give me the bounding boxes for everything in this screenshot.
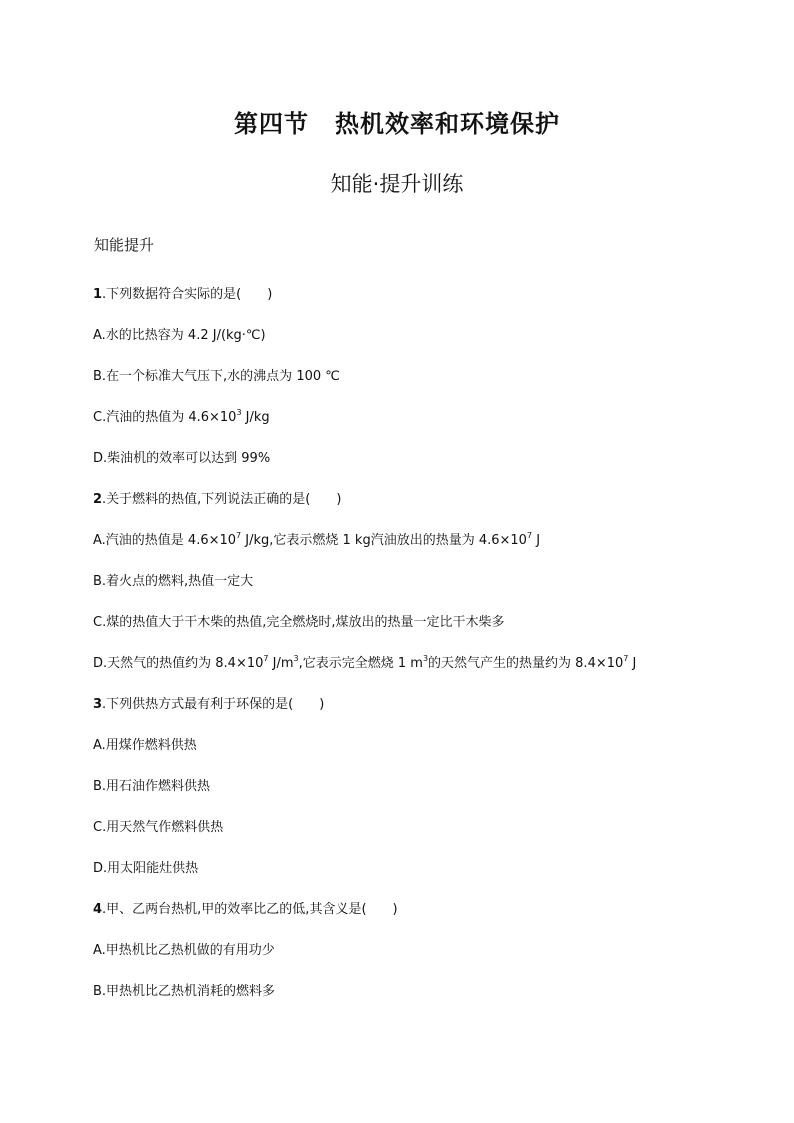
answer-option — [93, 450, 636, 491]
text-segment: J/kg,它表示燃烧 1 kg汽油放出的热量为 4.6×10 — [241, 533, 527, 548]
superscript: 3 — [422, 654, 429, 663]
text-segment: D.柴油机的效率可以达到 99% — [93, 451, 271, 466]
text-segment: C.汽油的热值为 4.6×10 — [93, 410, 237, 425]
question-stem — [93, 286, 636, 327]
text-segment: B.在一个标准大气压下,水的沸点为 100 ℃ — [93, 369, 340, 384]
answer-option — [93, 409, 636, 450]
question-number: 2 — [93, 492, 103, 507]
text-segment: 的天然气产生的热量约为 8.4×10 — [428, 656, 624, 671]
text-segment: .关于燃料的热值,下列说法正确的是( ) — [102, 492, 342, 507]
text-segment: B.甲热机比乙热机消耗的燃料多 — [93, 984, 276, 999]
question-number: 4 — [93, 902, 103, 917]
text-segment: B.着火点的燃料,热值一定大 — [93, 574, 254, 589]
page-subtitle: 知能·提升训练 — [330, 172, 464, 196]
question-list — [93, 286, 636, 1024]
answer-option — [93, 860, 636, 901]
text-segment: A.汽油的热值是 4.6×10 — [93, 533, 237, 548]
section-title: 热机效率和环境保护 — [335, 110, 560, 138]
text-segment: J — [628, 656, 637, 671]
section-number: 第四节 — [234, 110, 309, 138]
answer-option — [93, 532, 636, 573]
answer-option — [93, 368, 636, 409]
answer-option — [93, 327, 636, 368]
answer-option — [93, 778, 636, 819]
question-number: 1 — [93, 287, 103, 302]
superscript: 3 — [293, 654, 299, 663]
answer-option — [93, 737, 636, 778]
text-segment: ,它表示完全燃烧 1 m — [298, 656, 423, 671]
answer-option — [93, 573, 636, 614]
question-stem — [93, 696, 636, 737]
page-title — [0, 104, 794, 139]
text-segment: A.用煤作燃料供热 — [93, 738, 197, 753]
question-number: 3 — [93, 697, 103, 712]
text-segment: .甲、乙两台热机,甲的效率比乙的低,其含义是( ) — [102, 902, 398, 917]
text-segment: J — [532, 533, 541, 548]
superscript: 7 — [236, 531, 242, 540]
text-segment: A.甲热机比乙热机做的有用功少 — [93, 943, 275, 958]
text-segment: C.煤的热值大于干木柴的热值,完全燃烧时,煤放出的热量一定比干木柴多 — [93, 615, 505, 630]
superscript: 7 — [623, 654, 629, 663]
text-segment: D.天然气的热值约为 8.4×10 — [93, 656, 264, 671]
superscript: 7 — [526, 531, 533, 540]
section-heading: 知能提升 — [94, 236, 155, 254]
answer-option — [93, 819, 636, 860]
question-stem — [93, 901, 636, 942]
text-segment: .下列供热方式最有利于环保的是( ) — [102, 697, 325, 712]
text-segment: A.水的比热容为 4.2 J/(kg·℃) — [93, 328, 266, 343]
text-segment: C.用天然气作燃料供热 — [93, 820, 224, 835]
text-segment: B.用石油作燃料供热 — [93, 779, 211, 794]
answer-option — [93, 942, 636, 983]
text-segment: .下列数据符合实际的是( ) — [102, 287, 273, 302]
superscript: 7 — [263, 654, 269, 663]
text-segment: J/kg — [241, 410, 270, 425]
answer-option — [93, 614, 636, 655]
superscript: 3 — [236, 408, 242, 417]
answer-option — [93, 983, 636, 1024]
text-segment: J/m — [268, 656, 294, 671]
question-stem — [93, 491, 636, 532]
answer-option — [93, 655, 636, 696]
text-segment: D.用太阳能灶供热 — [93, 861, 199, 876]
